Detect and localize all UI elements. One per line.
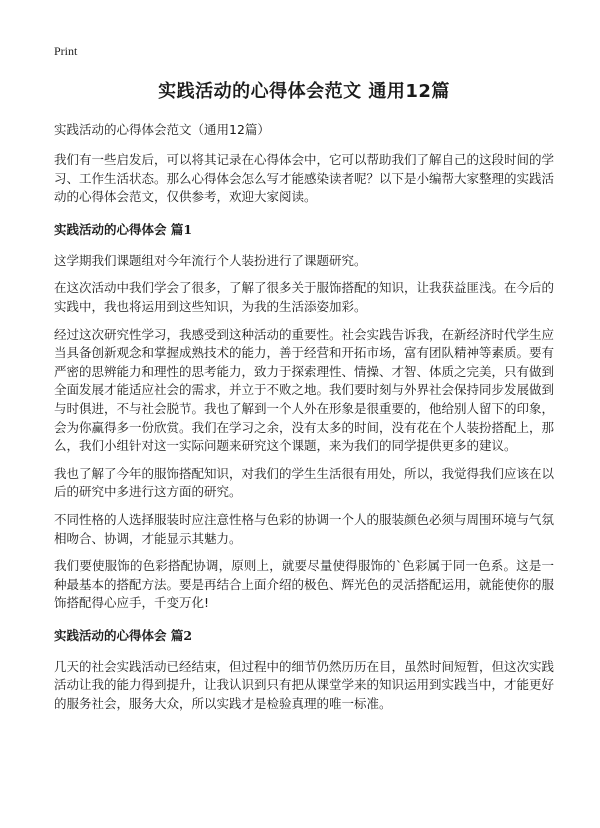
print-link[interactable]: Print: [54, 44, 78, 58]
section-1-paragraph: 这学期我们课题组对今年流行个人装扮进行了课题研究。: [54, 252, 367, 268]
section-1-paragraph: 我也了解了今年的服饰搭配知识，对我们的学生生活很有用处，所以，我觉得我们应该在以后的研究中多进行这方面的研究。: [54, 465, 555, 500]
document-subtitle: 实践活动的心得体会范文（通用12篇）: [54, 122, 270, 137]
section-1-paragraph: 我们要使服饰的色彩搭配协调，原则上，就要尽量使得服饰的`色彩属于同一色系。这是一种最基本的搭配方法。要是再结合上面介绍的极色、辉光色的灵活搭配运用，就能使你的服饰搭配得心应手，千变万化!: [54, 558, 555, 611]
section-1-paragraph: 在这次活动中我们学会了很多，了解了很多关于服饰搭配的知识，让我获益匪浅。在今后的实践中，我也将运用到这些知识，为我的生活添姿加彩。: [54, 280, 555, 314]
section-1-paragraph: 经过这次研究性学习，我感受到这种活动的重要性。社会实践告诉我，在新经济时代学生应当具备创新观念和掌握成熟技术的能力，善于经营和开拓市场，富有团队精神等素质。要有严密的思辨能力和理性的思考能力，致力于探索理性、情操、才智、体质之完美，只有做到全面发展才能适应社会的需求，并立于不败之地。我们要时刻与外界社会保持同步发展做到与时俱进，不与社会脱节。我也了解到一个人外在形象是很重要的，他给别人留下的印象，会为你赢得多一份欣赏。我们在学习之余，没有太多的时间，没有花在个人装扮搭配上，那么，我们小组针对这一实际问题来研究这个课题，来为我们的同学提供更多的建议。: [54, 326, 555, 454]
section-heading-2: 实践活动的心得体会 篇2: [54, 627, 193, 643]
section-1-paragraph: 不同性格的人选择服装时应注意性格与色彩的协调一个人的服装颜色必须与周围环境与气氛相吻合、协调，才能显示其魅力。: [54, 511, 555, 546]
intro-paragraph: 我们有一些启发后，可以将其记录在心得体会中，它可以帮助我们了解自己的这段时间的学习、工作生活状态。那么心得体会怎么写才能感染读者呢？以下是小编帮大家整理的实践活动的心得体会范文，仅供参考，欢迎大家阅读。: [54, 152, 555, 205]
section-2-paragraph: 几天的社会实践活动已经结束，但过程中的细节仍然历历在目，虽然时间短暂，但这次实践活动让我的能力得到提升，让我认识到只有把从课堂学来的知识运用到实践当中，才能更好的服务社会，服务大众，所以实践才是检验真理的唯一标准。: [54, 658, 555, 712]
section-heading-1: 实践活动的心得体会 篇1: [54, 221, 193, 237]
document-page: [54, 44, 554, 723]
page-title: 实践活动的心得体会范文 通用12篇: [158, 81, 450, 102]
